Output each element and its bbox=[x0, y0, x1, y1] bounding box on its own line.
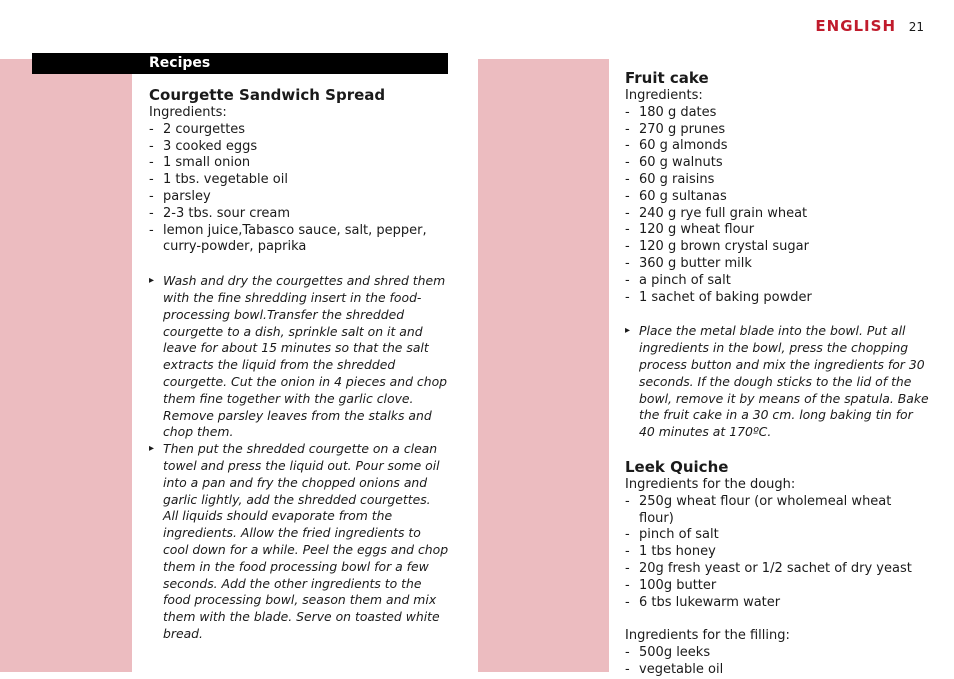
list-item: - 60 g almonds bbox=[625, 138, 930, 155]
list-item: - 6 tbs lukewarm water bbox=[625, 595, 930, 612]
list-item: - 60 g sultanas bbox=[625, 189, 930, 206]
fruitcake-title: Fruit cake bbox=[625, 69, 709, 87]
list-item: - parsley bbox=[149, 189, 449, 206]
leekquiche-filling-label: Ingredients for the filling: bbox=[625, 628, 790, 644]
list-item: - 60 g walnuts bbox=[625, 155, 930, 172]
fruitcake-ingredients-label: Ingredients: bbox=[625, 88, 703, 103]
step-item: ▸ Then put the shredded courgette on a clean towel and press the liquid out. Pour some oil into a pan and fry the chopped onions and garlic lightly, add the shredded courgettes. All liquids should evaporate from the ingredients. Allow the fried ingredients to cool down for a while. Peel the eggs and chop them in the food processing bowl for a few seconds. Add the other ingredients to the food processing bowl, season them and mix them with the blade. Serve on toasted white bread. bbox=[149, 441, 449, 643]
list-item: - pinch of salt bbox=[625, 527, 930, 544]
list-item: - a pinch of salt bbox=[625, 273, 930, 290]
section-title: Recipes bbox=[149, 55, 211, 71]
leekquiche-dough bbox=[625, 494, 930, 612]
list-item: - 240 g rye full grain wheat bbox=[625, 206, 930, 223]
list-item: - 1 sachet of baking powder bbox=[625, 290, 930, 307]
left-margin-band bbox=[0, 59, 132, 672]
list-item: - 1 tbs. vegetable oil bbox=[149, 172, 449, 189]
list-item: - 60 g raisins bbox=[625, 172, 930, 189]
step-item: ▸ Place the metal blade into the bowl. Put all ingredients in the bowl, press the chopping process button and mix the ingredients for 30 seconds. If the dough sticks to the lid of the bowl, remove it by means of the spatula. Bake the fruit cake in a 30 cm. long baking tin for 40 minutes at 170ºC. bbox=[625, 323, 930, 441]
list-item: - 3 cooked eggs bbox=[149, 139, 449, 156]
language-label: ENGLISH bbox=[815, 17, 896, 35]
page-number: 21 bbox=[908, 20, 924, 34]
courgette-steps bbox=[149, 273, 449, 643]
list-item: - 2-3 tbs. sour cream bbox=[149, 206, 449, 223]
list-item: - 2 courgettes bbox=[149, 122, 449, 139]
fruitcake-steps bbox=[625, 323, 930, 441]
list-item: - lemon juice,Tabasco sauce, salt, pepper, curry-powder, paprika bbox=[149, 223, 449, 257]
section-bar bbox=[32, 53, 448, 74]
courgette-title: Courgette Sandwich Spread bbox=[149, 86, 386, 104]
fruitcake-ingredients bbox=[625, 105, 930, 307]
list-item: - vegetable oil bbox=[625, 662, 930, 679]
list-item: - 250g wheat flour (or wholemeal wheat flour) bbox=[625, 494, 930, 528]
list-item: - 180 g dates bbox=[625, 105, 930, 122]
right-margin-band bbox=[478, 59, 609, 672]
left-column bbox=[149, 86, 449, 643]
courgette-ingredients-label: Ingredients: bbox=[149, 105, 227, 120]
list-item: - 270 g prunes bbox=[625, 122, 930, 139]
leekquiche-filling bbox=[625, 645, 930, 679]
list-item: - 360 g butter milk bbox=[625, 256, 930, 273]
right-column bbox=[625, 69, 930, 679]
leekquiche-title: Leek Quiche bbox=[625, 457, 729, 476]
leekquiche-dough-label: Ingredients for the dough: bbox=[625, 476, 796, 492]
list-item: - 100g butter bbox=[625, 578, 930, 595]
list-item: - 20g fresh yeast or 1/2 sachet of dry yeast bbox=[625, 561, 930, 578]
step-item: ▸ Wash and dry the courgettes and shred them with the fine shredding insert in the food-processing bowl.Transfer the shredded courgette to a dish, sprinkle salt on it and leave for about 15 minutes so that the salt extracts the liquid from the shredded courgette. Cut the onion in 4 pieces and chop them fine together with the garlic clove. Remove parsley leaves from the stalks and chop them. bbox=[149, 273, 449, 441]
list-item: - 1 small onion bbox=[149, 155, 449, 172]
list-item: - 500g leeks bbox=[625, 645, 930, 662]
list-item: - 120 g wheat flour bbox=[625, 222, 930, 239]
courgette-ingredients bbox=[149, 122, 449, 256]
list-item: - 1 tbs honey bbox=[625, 544, 930, 561]
list-item: - 120 g brown crystal sugar bbox=[625, 239, 930, 256]
